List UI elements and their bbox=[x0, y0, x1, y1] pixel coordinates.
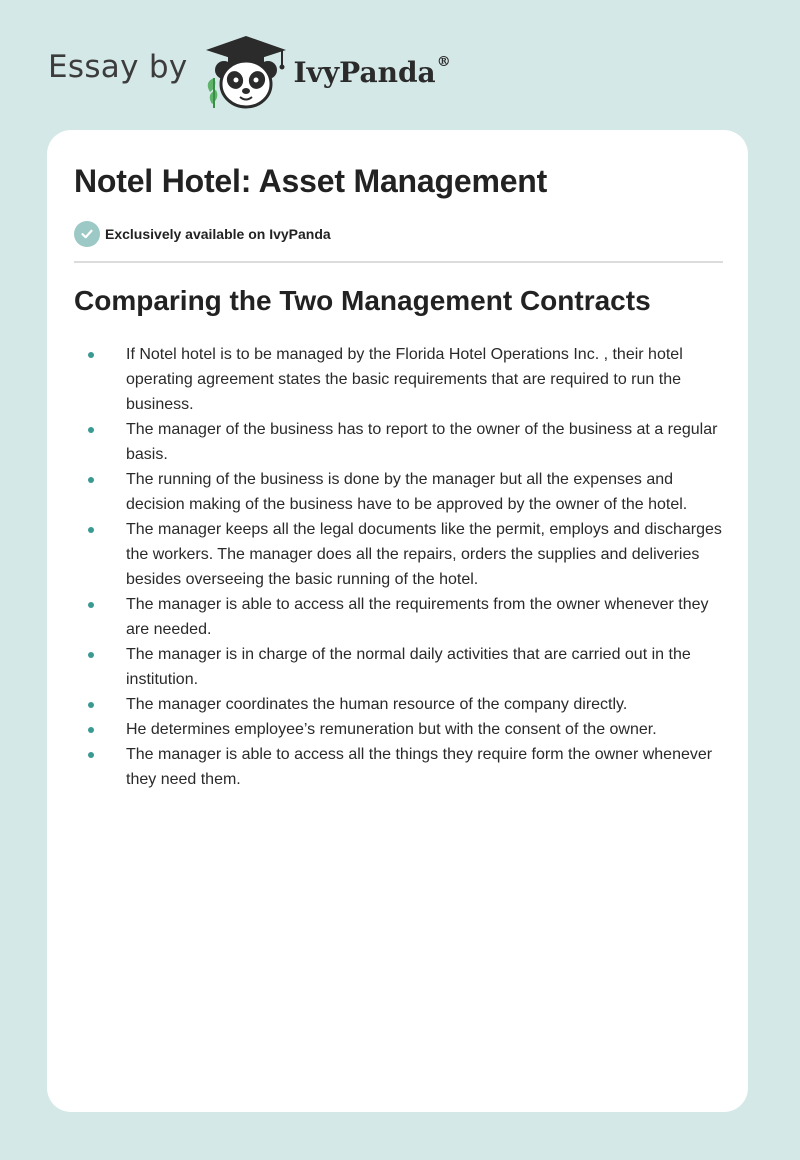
exclusive-badge-label: Exclusively available on IvyPanda bbox=[105, 226, 331, 242]
ivypanda-logo[interactable] bbox=[202, 30, 451, 110]
essay-card bbox=[47, 130, 748, 1112]
bullet-icon bbox=[88, 477, 94, 483]
list-item bbox=[87, 692, 727, 717]
list-item-text: If Notel hotel is to be managed by the Florida Hotel Operations Inc. , their hotel operating agreement states the basic requirements that are required to run the business. bbox=[126, 346, 683, 413]
section-heading: Comparing the Two Management Contracts bbox=[74, 285, 651, 316]
bullet-icon bbox=[88, 702, 94, 708]
bullet-icon bbox=[88, 752, 94, 758]
list-item bbox=[87, 417, 727, 467]
list-item-text: The running of the business is done by the manager but all the expenses and decision making of the business have to be approved by the owner of the hotel. bbox=[126, 471, 688, 513]
list-item-text: The manager of the business has to report to the owner of the business at a regular basis. bbox=[126, 421, 718, 463]
list-item bbox=[87, 717, 727, 742]
bullet-icon bbox=[88, 652, 94, 658]
bullet-icon bbox=[88, 602, 94, 608]
panda-graduate-icon bbox=[202, 30, 290, 110]
list-item-text: The manager coordinates the human resource of the company directly. bbox=[126, 696, 628, 713]
list-item bbox=[87, 342, 727, 417]
bullet-icon bbox=[88, 527, 94, 533]
brand-name: IvyPanda® bbox=[293, 53, 451, 89]
list-item bbox=[87, 742, 727, 792]
divider bbox=[74, 261, 723, 263]
list-item bbox=[87, 642, 727, 692]
bullet-icon bbox=[88, 727, 94, 733]
list-item-text: The manager is in charge of the normal daily activities that are carried out in the institution. bbox=[126, 646, 691, 688]
check-circle-icon bbox=[74, 221, 100, 247]
essay-by-label: Essay by bbox=[48, 49, 188, 85]
list-item-text: The manager is able to access all the things they require form the owner whenever they need them. bbox=[126, 746, 713, 788]
bullet-icon bbox=[88, 427, 94, 433]
exclusive-badge bbox=[74, 221, 331, 247]
registered-mark: ® bbox=[436, 53, 451, 70]
site-header bbox=[48, 30, 451, 110]
list-item bbox=[87, 592, 727, 642]
list-item-text: The manager keeps all the legal documents like the permit, employs and discharges the workers. The manager does all the repairs, orders the supplies and deliveries besides overseeing the basic running of the hotel. bbox=[126, 521, 722, 588]
bullet-list bbox=[87, 342, 727, 792]
list-item bbox=[87, 517, 727, 592]
page-title: Notel Hotel: Asset Management bbox=[74, 163, 548, 199]
list-item bbox=[87, 467, 727, 517]
bullet-icon bbox=[88, 352, 94, 358]
list-item-text: The manager is able to access all the requirements from the owner whenever they are needed. bbox=[126, 596, 709, 638]
list-item-text: He determines employee’s remuneration but with the consent of the owner. bbox=[126, 721, 657, 738]
